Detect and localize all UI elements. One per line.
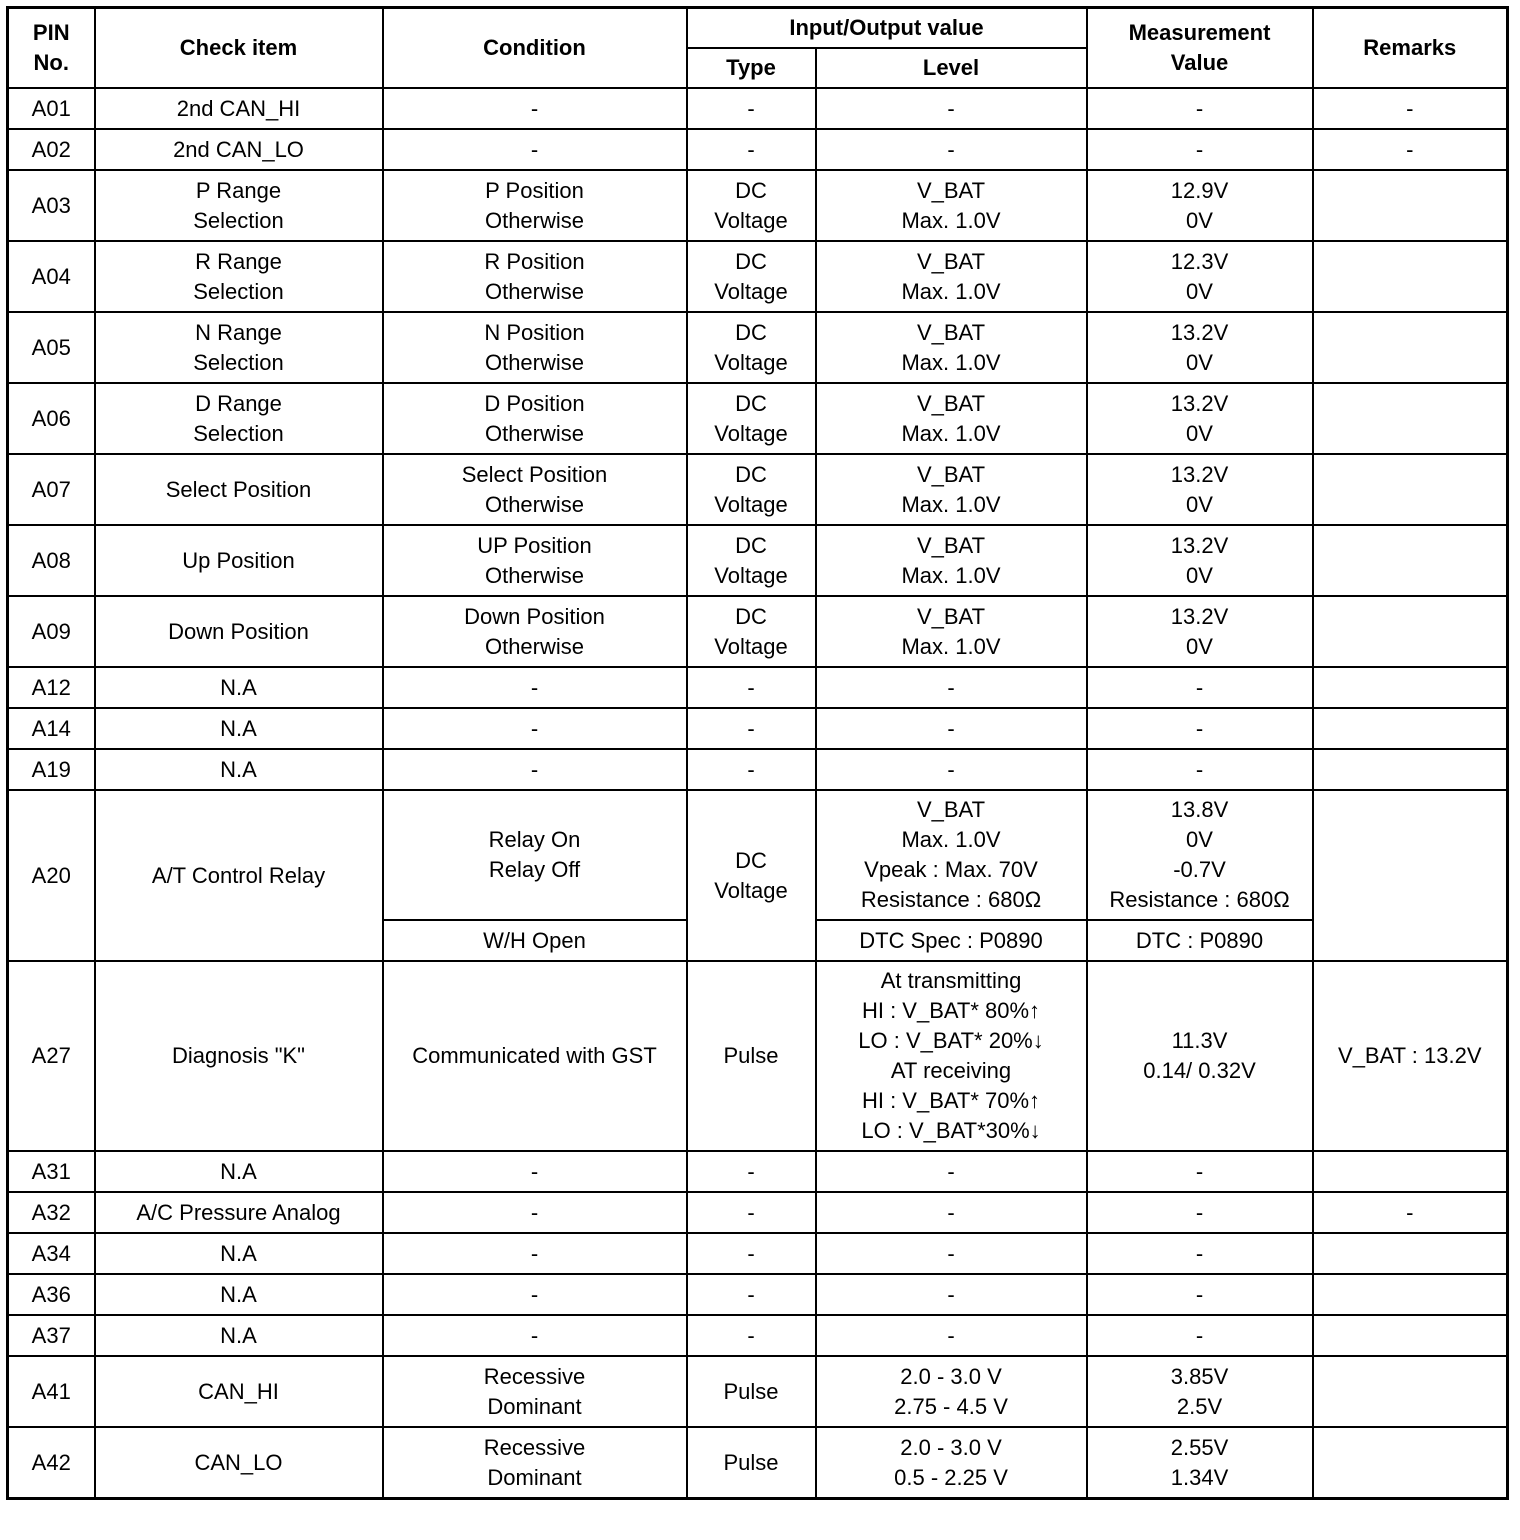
level-cell: -: [816, 749, 1087, 790]
level-cell: -: [816, 1233, 1087, 1274]
check-item-cell: N.A: [95, 667, 383, 708]
check-item-cell: D Range Selection: [95, 383, 383, 454]
remarks-cell: [1313, 383, 1508, 454]
measurement-cell: -: [1087, 1151, 1313, 1192]
pin-cell: A09: [8, 596, 95, 667]
condition-cell: -: [383, 1151, 687, 1192]
type-cell: -: [687, 1151, 816, 1192]
table-row: [8, 1315, 1508, 1356]
check-item-cell: Up Position: [95, 525, 383, 596]
table-row: [8, 1274, 1508, 1315]
table-row: [8, 383, 1508, 454]
remarks-cell: -: [1313, 1192, 1508, 1233]
level-cell: DTC Spec : P0890: [816, 920, 1087, 961]
header-pin: PIN No.: [8, 8, 95, 89]
level-cell: -: [816, 1192, 1087, 1233]
check-item-cell: CAN_LO: [95, 1427, 383, 1499]
pin-cell: A32: [8, 1192, 95, 1233]
measurement-cell: -: [1087, 708, 1313, 749]
level-cell: V_BAT Max. 1.0V Vpeak : Max. 70V Resistance : 680Ω: [816, 790, 1087, 920]
table-row: [8, 1427, 1508, 1499]
remarks-cell: [1313, 1274, 1508, 1315]
measurement-cell: 2.55V 1.34V: [1087, 1427, 1313, 1499]
table-row: [8, 1356, 1508, 1427]
level-cell: -: [816, 708, 1087, 749]
type-cell: -: [687, 749, 816, 790]
table-row: [8, 312, 1508, 383]
check-item-cell: N.A: [95, 708, 383, 749]
check-item-cell: N.A: [95, 1233, 383, 1274]
table-row: [8, 525, 1508, 596]
check-item-cell: R Range Selection: [95, 241, 383, 312]
check-item-cell: A/C Pressure Analog: [95, 1192, 383, 1233]
pin-cell: A34: [8, 1233, 95, 1274]
level-cell: At transmitting HI : V_BAT* 80%↑ LO : V_BAT* 20%↓ AT receiving HI : V_BAT* 70%↑ LO : V_BAT*30%↓: [816, 961, 1087, 1151]
pin-cell: A20: [8, 790, 95, 961]
condition-cell: W/H Open: [383, 920, 687, 961]
pin-cell: A14: [8, 708, 95, 749]
check-item-cell: N Range Selection: [95, 312, 383, 383]
condition-cell: R Position Otherwise: [383, 241, 687, 312]
table-row: [8, 749, 1508, 790]
type-cell: DC Voltage: [687, 790, 816, 961]
type-cell: DC Voltage: [687, 170, 816, 241]
condition-cell: P Position Otherwise: [383, 170, 687, 241]
remarks-cell: [1313, 1356, 1508, 1427]
remarks-cell: V_BAT : 13.2V: [1313, 961, 1508, 1151]
measurement-cell: -: [1087, 667, 1313, 708]
table-row: [8, 596, 1508, 667]
header-remarks: Remarks: [1313, 8, 1508, 89]
measurement-cell: DTC : P0890: [1087, 920, 1313, 961]
pin-cell: A02: [8, 129, 95, 170]
header-condition: Condition: [383, 8, 687, 89]
level-cell: 2.0 - 3.0 V 2.75 - 4.5 V: [816, 1356, 1087, 1427]
remarks-cell: [1313, 1151, 1508, 1192]
type-cell: Pulse: [687, 961, 816, 1151]
type-cell: -: [687, 88, 816, 129]
table-row: [8, 241, 1508, 312]
level-cell: V_BAT Max. 1.0V: [816, 454, 1087, 525]
table-row: [8, 170, 1508, 241]
header-measurement: Measurement Value: [1087, 8, 1313, 89]
remarks-cell: [1313, 312, 1508, 383]
remarks-cell: [1313, 596, 1508, 667]
pin-cell: A12: [8, 667, 95, 708]
measurement-cell: 13.2V 0V: [1087, 454, 1313, 525]
measurement-cell: -: [1087, 1192, 1313, 1233]
measurement-cell: 13.2V 0V: [1087, 383, 1313, 454]
table-row: [8, 1192, 1508, 1233]
measurement-cell: 12.3V 0V: [1087, 241, 1313, 312]
type-cell: DC Voltage: [687, 596, 816, 667]
measurement-cell: -: [1087, 1315, 1313, 1356]
level-cell: V_BAT Max. 1.0V: [816, 170, 1087, 241]
condition-cell: Down Position Otherwise: [383, 596, 687, 667]
level-cell: -: [816, 129, 1087, 170]
table-row: [8, 1233, 1508, 1274]
type-cell: -: [687, 1315, 816, 1356]
measurement-cell: -: [1087, 1274, 1313, 1315]
condition-cell: -: [383, 129, 687, 170]
level-cell: V_BAT Max. 1.0V: [816, 383, 1087, 454]
remarks-cell: [1313, 708, 1508, 749]
pin-cell: A41: [8, 1356, 95, 1427]
header-type: Type: [687, 48, 816, 88]
condition-cell: -: [383, 1274, 687, 1315]
table-row: [8, 961, 1508, 1151]
level-cell: -: [816, 1151, 1087, 1192]
condition-cell: -: [383, 88, 687, 129]
measurement-cell: 13.2V 0V: [1087, 312, 1313, 383]
level-cell: -: [816, 1274, 1087, 1315]
table-row: [8, 88, 1508, 129]
table-row: [8, 454, 1508, 525]
type-cell: DC Voltage: [687, 383, 816, 454]
pin-cell: A07: [8, 454, 95, 525]
measurement-cell: 3.85V 2.5V: [1087, 1356, 1313, 1427]
measurement-cell: -: [1087, 1233, 1313, 1274]
type-cell: DC Voltage: [687, 241, 816, 312]
remarks-cell: [1313, 790, 1508, 961]
pin-cell: A42: [8, 1427, 95, 1499]
measurement-cell: -: [1087, 749, 1313, 790]
remarks-cell: [1313, 1427, 1508, 1499]
remarks-cell: -: [1313, 88, 1508, 129]
check-item-cell: N.A: [95, 749, 383, 790]
remarks-cell: [1313, 1233, 1508, 1274]
pin-cell: A31: [8, 1151, 95, 1192]
type-cell: Pulse: [687, 1427, 816, 1499]
remarks-cell: [1313, 454, 1508, 525]
level-cell: V_BAT Max. 1.0V: [816, 312, 1087, 383]
check-item-cell: CAN_HI: [95, 1356, 383, 1427]
condition-cell: Recessive Dominant: [383, 1356, 687, 1427]
condition-cell: -: [383, 1233, 687, 1274]
pin-check-table: [6, 6, 1509, 1500]
pin-cell: A27: [8, 961, 95, 1151]
check-item-cell: N.A: [95, 1274, 383, 1315]
remarks-cell: [1313, 1315, 1508, 1356]
check-item-cell: Down Position: [95, 596, 383, 667]
header-row: [8, 8, 1508, 49]
pin-cell: A08: [8, 525, 95, 596]
pin-cell: A37: [8, 1315, 95, 1356]
table-row: [8, 667, 1508, 708]
check-item-cell: Select Position: [95, 454, 383, 525]
measurement-cell: -: [1087, 129, 1313, 170]
type-cell: -: [687, 1274, 816, 1315]
check-item-cell: N.A: [95, 1151, 383, 1192]
type-cell: DC Voltage: [687, 525, 816, 596]
measurement-cell: 13.8V 0V -0.7V Resistance : 680Ω: [1087, 790, 1313, 920]
measurement-cell: 13.2V 0V: [1087, 596, 1313, 667]
type-cell: -: [687, 1233, 816, 1274]
check-item-cell: 2nd CAN_HI: [95, 88, 383, 129]
type-cell: Pulse: [687, 1356, 816, 1427]
pin-cell: A01: [8, 88, 95, 129]
condition-cell: -: [383, 1192, 687, 1233]
pin-cell: A36: [8, 1274, 95, 1315]
remarks-cell: [1313, 525, 1508, 596]
condition-cell: -: [383, 708, 687, 749]
measurement-cell: 13.2V 0V: [1087, 525, 1313, 596]
measurement-cell: 12.9V 0V: [1087, 170, 1313, 241]
condition-cell: Communicated with GST: [383, 961, 687, 1151]
condition-cell: Recessive Dominant: [383, 1427, 687, 1499]
pin-cell: A04: [8, 241, 95, 312]
remarks-cell: [1313, 241, 1508, 312]
type-cell: -: [687, 667, 816, 708]
level-cell: V_BAT Max. 1.0V: [816, 241, 1087, 312]
condition-cell: D Position Otherwise: [383, 383, 687, 454]
type-cell: -: [687, 129, 816, 170]
type-cell: DC Voltage: [687, 454, 816, 525]
check-item-cell: Diagnosis "K": [95, 961, 383, 1151]
header-check-item: Check item: [95, 8, 383, 89]
check-item-cell: A/T Control Relay: [95, 790, 383, 961]
level-cell: -: [816, 667, 1087, 708]
condition-cell: Relay On Relay Off: [383, 790, 687, 920]
table-row: [8, 708, 1508, 749]
condition-cell: -: [383, 667, 687, 708]
measurement-cell: -: [1087, 88, 1313, 129]
level-cell: -: [816, 1315, 1087, 1356]
level-cell: -: [816, 88, 1087, 129]
measurement-cell: 11.3V 0.14/ 0.32V: [1087, 961, 1313, 1151]
header-io-value: Input/Output value: [687, 8, 1087, 49]
condition-cell: UP Position Otherwise: [383, 525, 687, 596]
table-row: [8, 790, 1508, 920]
pin-cell: A19: [8, 749, 95, 790]
condition-cell: -: [383, 1315, 687, 1356]
level-cell: 2.0 - 3.0 V 0.5 - 2.25 V: [816, 1427, 1087, 1499]
header-level: Level: [816, 48, 1087, 88]
condition-cell: N Position Otherwise: [383, 312, 687, 383]
pin-cell: A03: [8, 170, 95, 241]
type-cell: DC Voltage: [687, 312, 816, 383]
check-item-cell: N.A: [95, 1315, 383, 1356]
remarks-cell: -: [1313, 129, 1508, 170]
remarks-cell: [1313, 667, 1508, 708]
table-row: [8, 129, 1508, 170]
check-item-cell: P Range Selection: [95, 170, 383, 241]
level-cell: V_BAT Max. 1.0V: [816, 596, 1087, 667]
check-item-cell: 2nd CAN_LO: [95, 129, 383, 170]
type-cell: -: [687, 708, 816, 749]
level-cell: V_BAT Max. 1.0V: [816, 525, 1087, 596]
remarks-cell: [1313, 170, 1508, 241]
remarks-cell: [1313, 749, 1508, 790]
pin-cell: A06: [8, 383, 95, 454]
condition-cell: -: [383, 749, 687, 790]
table-row: [8, 1151, 1508, 1192]
type-cell: -: [687, 1192, 816, 1233]
pin-cell: A05: [8, 312, 95, 383]
condition-cell: Select Position Otherwise: [383, 454, 687, 525]
